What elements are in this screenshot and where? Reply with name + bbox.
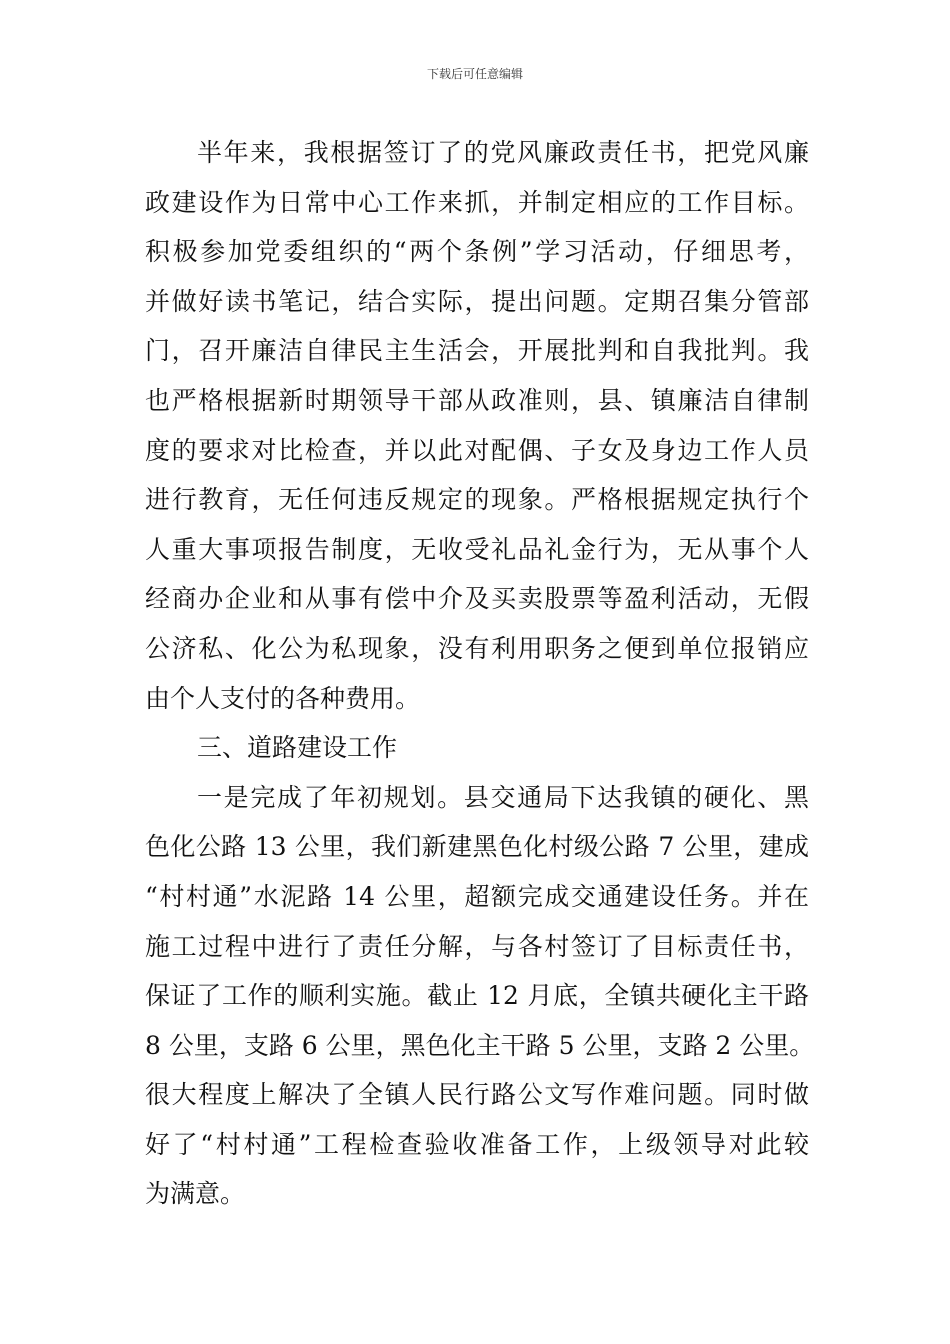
text-line: 积极参加党委组织的“两个条例”学习活动，仔细思考，	[145, 237, 809, 267]
text-line: 门，召开廉洁自律民主生活会，开展批判和自我批判。我	[145, 336, 809, 366]
text-line: 人重大事项报告制度，无收受礼品礼金行为，无从事个人	[145, 534, 809, 564]
text-line: 色化公路 13 公里，我们新建黑色化村级公路 7 公里，建成	[145, 832, 809, 862]
text-line: 为满意。	[145, 1179, 246, 1209]
header-note: 下载后可任意编辑	[426, 67, 523, 81]
text-line: 度的要求对比检查，并以此对配偶、子女及身边工作人员	[145, 435, 809, 465]
text-line: 保证了工作的顺利实施。截止 12 月底，全镇共硬化主干路	[145, 981, 809, 1011]
text-line: 好了“村村通”工程检查验收准备工作，上级领导对此较	[145, 1129, 809, 1159]
section-heading: 三、道路建设工作	[197, 733, 398, 763]
text-line: 由个人支付的各种费用。	[145, 683, 421, 713]
text-line: 一是完成了年初规划。县交通局下达我镇的硬化、黑	[197, 782, 809, 812]
document-body	[145, 128, 815, 1219]
text-line: “村村通”水泥路 14 公里，超额完成交通建设任务。并在	[145, 881, 809, 911]
text-line: 也严格根据新时期领导干部从政准则，县、镇廉洁自律制	[145, 385, 809, 415]
text-line: 很大程度上解决了全镇人民行路公文写作难问题。同时做	[145, 1080, 809, 1110]
text-line: 政建设作为日常中心工作来抓，并制定相应的工作目标。	[145, 187, 809, 217]
text-line: 施工过程中进行了责任分解，与各村签订了目标责任书，	[145, 931, 809, 961]
text-line: 经商办企业和从事有偿中介及买卖股票等盈利活动，无假	[145, 584, 809, 614]
text-line: 进行教育，无任何违反规定的现象。严格根据规定执行个	[145, 485, 809, 515]
text-line: 半年来，我根据签订了的党风廉政责任书，把党风廉	[197, 138, 809, 167]
text-line: 并做好读书笔记，结合实际，提出问题。定期召集分管部	[145, 286, 809, 316]
text-line: 8 公里，支路 6 公里，黑色化主干路 5 公里，支路 2 公里。	[145, 1030, 815, 1060]
text-line: 公济私、化公为私现象，没有利用职务之便到单位报销应	[145, 633, 809, 663]
